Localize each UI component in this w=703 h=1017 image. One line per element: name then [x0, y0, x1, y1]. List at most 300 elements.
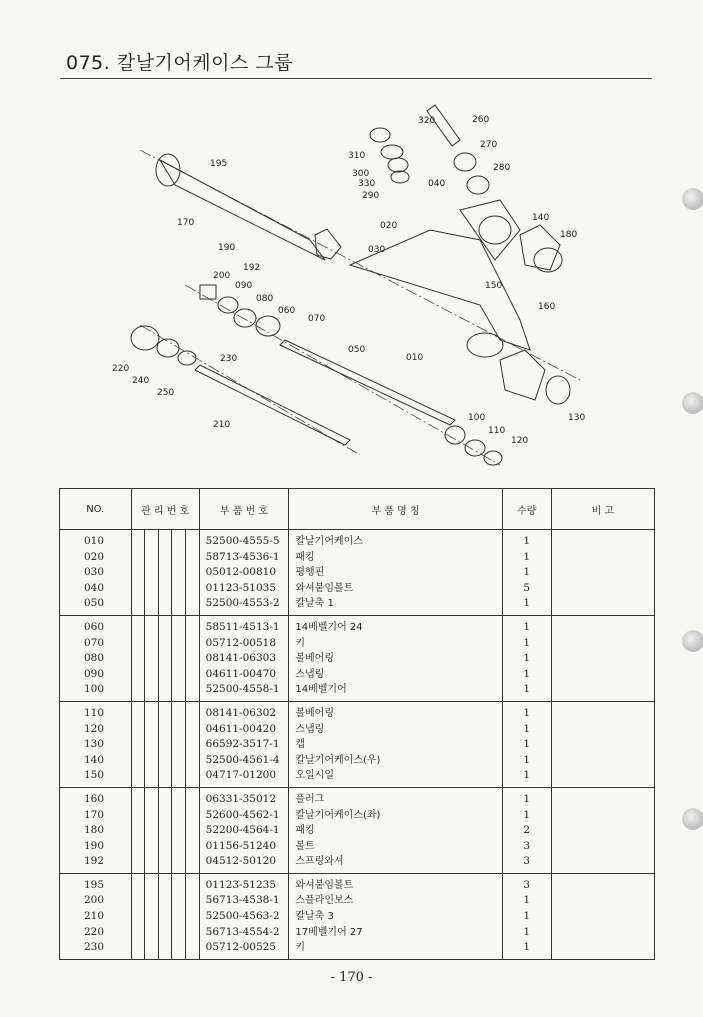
- item-number: 090: [60, 667, 132, 683]
- mgmt-cell: [131, 768, 145, 787]
- mgmt-cell: [186, 808, 200, 824]
- callout-label: 160: [538, 302, 556, 312]
- part-name: 14베벨기어 24: [289, 615, 502, 635]
- binder-hole: [682, 630, 703, 652]
- mgmt-cell: [145, 873, 159, 893]
- mgmt-cell: [158, 667, 172, 683]
- quantity: 1: [502, 530, 551, 550]
- mgmt-cell: [145, 909, 159, 925]
- mgmt-cell: [145, 839, 159, 855]
- table-row: [60, 596, 655, 615]
- part-number: 52500-4563-2: [199, 909, 289, 925]
- quantity: 3: [502, 839, 551, 855]
- callout-label: 140: [532, 213, 550, 223]
- mgmt-cell: [131, 909, 145, 925]
- table-row: [60, 550, 655, 566]
- quantity: 1: [502, 925, 551, 941]
- table-row: [60, 737, 655, 753]
- part-name: 캡: [289, 737, 502, 753]
- item-number: 100: [60, 682, 132, 701]
- mgmt-cell: [145, 787, 159, 807]
- remarks-cell: [551, 667, 654, 683]
- header-part-number: 부 품 번 호: [199, 489, 289, 530]
- mgmt-cell: [158, 909, 172, 925]
- mgmt-cell: [158, 701, 172, 721]
- callout-label: 120: [511, 436, 529, 446]
- mgmt-cell: [131, 596, 145, 615]
- left-gear-case-tube: [160, 160, 325, 260]
- part-name: 칼날축 1: [289, 596, 502, 615]
- mgmt-cell: [131, 667, 145, 683]
- callout-label: 010: [406, 353, 424, 363]
- mgmt-cell: [172, 596, 186, 615]
- callout-label: 230: [220, 354, 238, 364]
- mgmt-cell: [158, 636, 172, 652]
- item-number: 010: [60, 530, 132, 550]
- mgmt-cell: [172, 854, 186, 873]
- part-number: 66592-3517-1: [199, 737, 289, 753]
- callout-label: 300: [352, 169, 370, 179]
- mgmt-cell: [186, 940, 200, 959]
- mgmt-cell: [172, 651, 186, 667]
- remarks-cell: [551, 808, 654, 824]
- mgmt-cell: [158, 839, 172, 855]
- remarks-cell: [551, 823, 654, 839]
- part-number: 05712-00525: [199, 940, 289, 959]
- mgmt-cell: [158, 682, 172, 701]
- mgmt-cell: [131, 925, 145, 941]
- item-number: 030: [60, 565, 132, 581]
- mgmt-cell: [172, 615, 186, 635]
- callout-label: 150: [485, 281, 503, 291]
- mgmt-cell: [186, 651, 200, 667]
- mgmt-cell: [145, 550, 159, 566]
- mgmt-cell: [131, 636, 145, 652]
- blade-shaft-3: [195, 365, 350, 445]
- table-row: [60, 940, 655, 959]
- callout-label: 290: [362, 191, 380, 201]
- item-number: 080: [60, 651, 132, 667]
- part-number: 04611-00470: [199, 667, 289, 683]
- mgmt-cell: [172, 682, 186, 701]
- mgmt-cell: [131, 615, 145, 635]
- mgmt-cell: [145, 823, 159, 839]
- mgmt-cell: [186, 615, 200, 635]
- part-name: 와셔붙임볼트: [289, 873, 502, 893]
- callout-label: 210: [213, 420, 231, 430]
- quantity: 1: [502, 596, 551, 615]
- mgmt-cell: [131, 682, 145, 701]
- mgmt-cell: [172, 893, 186, 909]
- mgmt-cell: [158, 940, 172, 959]
- quantity: 1: [502, 636, 551, 652]
- mgmt-cell: [186, 753, 200, 769]
- table-header-row: [60, 489, 655, 530]
- callout-label: 090: [235, 281, 253, 291]
- remarks-cell: [551, 651, 654, 667]
- part-number: 08141-06302: [199, 701, 289, 721]
- part-number: 04512-50120: [199, 854, 289, 873]
- mgmt-cell: [131, 940, 145, 959]
- part-name: 칼날기어케이스(우): [289, 753, 502, 769]
- header-management-number: 관 리 번 호: [131, 489, 199, 530]
- table-row: [60, 667, 655, 683]
- mgmt-cell: [145, 667, 159, 683]
- mgmt-cell: [158, 768, 172, 787]
- part-number: 56713-4554-2: [199, 925, 289, 941]
- part-name: 패킹: [289, 550, 502, 566]
- mgmt-cell: [172, 873, 186, 893]
- part-number: 52500-4555-5: [199, 530, 289, 550]
- table-row: [60, 808, 655, 824]
- quantity: 1: [502, 893, 551, 909]
- mgmt-cell: [172, 787, 186, 807]
- quantity: 1: [502, 701, 551, 721]
- mgmt-cell: [145, 530, 159, 550]
- mgmt-cell: [145, 651, 159, 667]
- item-number: 150: [60, 768, 132, 787]
- mgmt-cell: [131, 808, 145, 824]
- mgmt-cell: [158, 565, 172, 581]
- remarks-cell: [551, 701, 654, 721]
- quantity: 1: [502, 682, 551, 701]
- mgmt-cell: [158, 596, 172, 615]
- callout-label: 050: [348, 345, 366, 355]
- mgmt-cell: [186, 873, 200, 893]
- remarks-cell: [551, 550, 654, 566]
- mgmt-cell: [186, 909, 200, 925]
- part-name: 키: [289, 940, 502, 959]
- mgmt-cell: [186, 636, 200, 652]
- mgmt-cell: [145, 753, 159, 769]
- mgmt-cell: [172, 823, 186, 839]
- item-number: 230: [60, 940, 132, 959]
- part-name: 칼날기어케이스(좌): [289, 808, 502, 824]
- mgmt-cell: [131, 550, 145, 566]
- callout-label: 080: [256, 294, 274, 304]
- mgmt-cell: [172, 808, 186, 824]
- mgmt-cell: [186, 737, 200, 753]
- part-name: 볼베어링: [289, 651, 502, 667]
- mgmt-cell: [158, 787, 172, 807]
- mgmt-cell: [158, 615, 172, 635]
- table-row: [60, 722, 655, 738]
- part-name: 14베벨기어: [289, 682, 502, 701]
- part-number: 05012-00810: [199, 565, 289, 581]
- quantity: 1: [502, 808, 551, 824]
- quantity: 1: [502, 550, 551, 566]
- callout-label: 200: [213, 271, 231, 281]
- binder-hole: [682, 188, 703, 210]
- mgmt-cell: [172, 565, 186, 581]
- blade-shaft-1: [280, 340, 455, 425]
- part-name: 와셔붙임볼트: [289, 581, 502, 597]
- part-name: 플러그: [289, 787, 502, 807]
- mgmt-cell: [158, 581, 172, 597]
- mgmt-cell: [145, 768, 159, 787]
- item-number: 110: [60, 701, 132, 721]
- part-number: 52500-4561-4: [199, 753, 289, 769]
- part-number: 04611-00420: [199, 722, 289, 738]
- quantity: 1: [502, 940, 551, 959]
- quantity: 1: [502, 615, 551, 635]
- mgmt-cell: [145, 737, 159, 753]
- remarks-cell: [551, 893, 654, 909]
- callout-label: 310: [348, 151, 366, 161]
- remarks-cell: [551, 873, 654, 893]
- mgmt-cell: [131, 753, 145, 769]
- mgmt-cell: [186, 722, 200, 738]
- callout-label: 130: [568, 413, 586, 423]
- item-number: 192: [60, 854, 132, 873]
- mgmt-cell: [172, 925, 186, 941]
- part-name: 키: [289, 636, 502, 652]
- table-row: [60, 581, 655, 597]
- mgmt-cell: [145, 722, 159, 738]
- title-divider: [60, 78, 652, 79]
- item-number: 180: [60, 823, 132, 839]
- mgmt-cell: [131, 839, 145, 855]
- header-quantity: 수량: [502, 489, 551, 530]
- part-number: 01123-51235: [199, 873, 289, 893]
- quantity: 1: [502, 768, 551, 787]
- mgmt-cell: [145, 808, 159, 824]
- mgmt-cell: [172, 701, 186, 721]
- remarks-cell: [551, 925, 654, 941]
- callout-label: 220: [112, 364, 130, 374]
- part-name: 평행핀: [289, 565, 502, 581]
- mgmt-cell: [172, 768, 186, 787]
- part-number: 01123-51035: [199, 581, 289, 597]
- mgmt-cell: [158, 722, 172, 738]
- callout-label: 195: [210, 159, 228, 169]
- mgmt-cell: [131, 873, 145, 893]
- mgmt-cell: [145, 581, 159, 597]
- page-number: - 170 -: [330, 970, 373, 985]
- mgmt-cell: [145, 565, 159, 581]
- mgmt-cell: [145, 682, 159, 701]
- mgmt-cell: [172, 909, 186, 925]
- quantity: 1: [502, 787, 551, 807]
- page-title: 075. 칼날기어케이스 그룹: [66, 52, 294, 74]
- part-number: 52500-4558-1: [199, 682, 289, 701]
- part-number: 52500-4553-2: [199, 596, 289, 615]
- part-number: 58713-4536-1: [199, 550, 289, 566]
- mgmt-cell: [186, 768, 200, 787]
- mgmt-cell: [158, 753, 172, 769]
- item-number: 220: [60, 925, 132, 941]
- remarks-cell: [551, 854, 654, 873]
- item-number: 130: [60, 737, 132, 753]
- part-name: 오일시일: [289, 768, 502, 787]
- remarks-cell: [551, 737, 654, 753]
- table-row: [60, 854, 655, 873]
- callout-label: 070: [308, 314, 326, 324]
- part-name: 스플라인보스: [289, 893, 502, 909]
- mgmt-cell: [172, 667, 186, 683]
- quantity: 1: [502, 722, 551, 738]
- mgmt-cell: [186, 682, 200, 701]
- part-name: 칼날축 3: [289, 909, 502, 925]
- part-number: 08141-06303: [199, 651, 289, 667]
- header-part-name: 부 품 명 칭: [289, 489, 502, 530]
- remarks-cell: [551, 596, 654, 615]
- mgmt-cell: [186, 893, 200, 909]
- quantity: 1: [502, 565, 551, 581]
- callout-label: 270: [480, 140, 498, 150]
- part-name: 스냅링: [289, 667, 502, 683]
- part-name: 패킹: [289, 823, 502, 839]
- mgmt-cell: [172, 753, 186, 769]
- mgmt-cell: [186, 530, 200, 550]
- quantity: 3: [502, 854, 551, 873]
- remarks-cell: [551, 530, 654, 550]
- callout-label: 180: [560, 230, 578, 240]
- item-number: 120: [60, 722, 132, 738]
- callout-label: 320: [418, 116, 436, 126]
- table-row: [60, 682, 655, 701]
- table-row: [60, 636, 655, 652]
- table-row: [60, 893, 655, 909]
- callout-label: 240: [132, 376, 150, 386]
- mgmt-cell: [186, 854, 200, 873]
- mgmt-cell: [145, 854, 159, 873]
- mgmt-cell: [172, 550, 186, 566]
- mgmt-cell: [158, 530, 172, 550]
- mgmt-cell: [186, 565, 200, 581]
- mgmt-cell: [172, 581, 186, 597]
- table-row: [60, 873, 655, 893]
- mgmt-cell: [186, 701, 200, 721]
- mgmt-cell: [145, 615, 159, 635]
- quantity: 2: [502, 823, 551, 839]
- mgmt-cell: [186, 823, 200, 839]
- table-row: [60, 530, 655, 550]
- remarks-cell: [551, 787, 654, 807]
- mgmt-cell: [158, 737, 172, 753]
- item-number: 190: [60, 839, 132, 855]
- mgmt-cell: [186, 925, 200, 941]
- table-row: [60, 651, 655, 667]
- mgmt-cell: [186, 596, 200, 615]
- mgmt-cell: [145, 925, 159, 941]
- quantity: 1: [502, 753, 551, 769]
- callout-label: 020: [380, 221, 398, 231]
- mgmt-cell: [172, 722, 186, 738]
- remarks-cell: [551, 839, 654, 855]
- table-row: [60, 909, 655, 925]
- part-name: 스프링와셔: [289, 854, 502, 873]
- table-row: [60, 823, 655, 839]
- callout-label: 192: [243, 263, 261, 273]
- part-number: 58511-4513-1: [199, 615, 289, 635]
- mgmt-cell: [186, 667, 200, 683]
- callout-label: 190: [218, 243, 236, 253]
- table-row: [60, 565, 655, 581]
- mgmt-cell: [131, 893, 145, 909]
- part-number: 56713-4538-1: [199, 893, 289, 909]
- mgmt-cell: [172, 530, 186, 550]
- quantity: 3: [502, 873, 551, 893]
- remarks-cell: [551, 909, 654, 925]
- mgmt-cell: [131, 701, 145, 721]
- item-number: 050: [60, 596, 132, 615]
- callout-label: 110: [488, 426, 506, 436]
- mgmt-cell: [131, 854, 145, 873]
- mgmt-cell: [131, 823, 145, 839]
- callout-label: 100: [468, 413, 486, 423]
- mgmt-cell: [172, 737, 186, 753]
- item-number: 210: [60, 909, 132, 925]
- part-name: 17베벨기어 27: [289, 925, 502, 941]
- item-number: 070: [60, 636, 132, 652]
- part-number: 52600-4562-1: [199, 808, 289, 824]
- remarks-cell: [551, 581, 654, 597]
- callout-label: 260: [472, 115, 490, 125]
- header-no: NO.: [60, 489, 132, 530]
- mgmt-cell: [158, 808, 172, 824]
- part-number: 06331-35012: [199, 787, 289, 807]
- mgmt-cell: [172, 839, 186, 855]
- mgmt-cell: [145, 596, 159, 615]
- callout-label: 170: [177, 218, 195, 228]
- quantity: 1: [502, 737, 551, 753]
- parts-table: [59, 488, 655, 960]
- mgmt-cell: [172, 636, 186, 652]
- item-number: 140: [60, 753, 132, 769]
- item-number: 020: [60, 550, 132, 566]
- item-number: 040: [60, 581, 132, 597]
- mgmt-cell: [145, 893, 159, 909]
- part-number: 04717-01200: [199, 768, 289, 787]
- part-number: 05712-00518: [199, 636, 289, 652]
- mgmt-cell: [158, 873, 172, 893]
- mgmt-cell: [186, 787, 200, 807]
- remarks-cell: [551, 940, 654, 959]
- mgmt-cell: [158, 925, 172, 941]
- item-number: 060: [60, 615, 132, 635]
- mgmt-cell: [145, 636, 159, 652]
- mgmt-cell: [145, 701, 159, 721]
- part-name: 스냅링: [289, 722, 502, 738]
- remarks-cell: [551, 768, 654, 787]
- item-number: 200: [60, 893, 132, 909]
- remarks-cell: [551, 636, 654, 652]
- callout-label: 060: [278, 306, 296, 316]
- binder-hole: [682, 392, 703, 414]
- remarks-cell: [551, 615, 654, 635]
- exploded-parts-diagram: [100, 90, 590, 475]
- table-row: [60, 615, 655, 635]
- item-number: 195: [60, 873, 132, 893]
- remarks-cell: [551, 565, 654, 581]
- mgmt-cell: [158, 550, 172, 566]
- table-row: [60, 787, 655, 807]
- callout-label: 040: [428, 179, 446, 189]
- mgmt-cell: [145, 940, 159, 959]
- quantity: 1: [502, 651, 551, 667]
- quantity: 1: [502, 667, 551, 683]
- table-row: [60, 768, 655, 787]
- remarks-cell: [551, 682, 654, 701]
- binder-hole: [682, 808, 703, 830]
- mgmt-cell: [158, 651, 172, 667]
- remarks-cell: [551, 722, 654, 738]
- table-row: [60, 753, 655, 769]
- mgmt-cell: [131, 565, 145, 581]
- mgmt-cell: [131, 737, 145, 753]
- remarks-cell: [551, 753, 654, 769]
